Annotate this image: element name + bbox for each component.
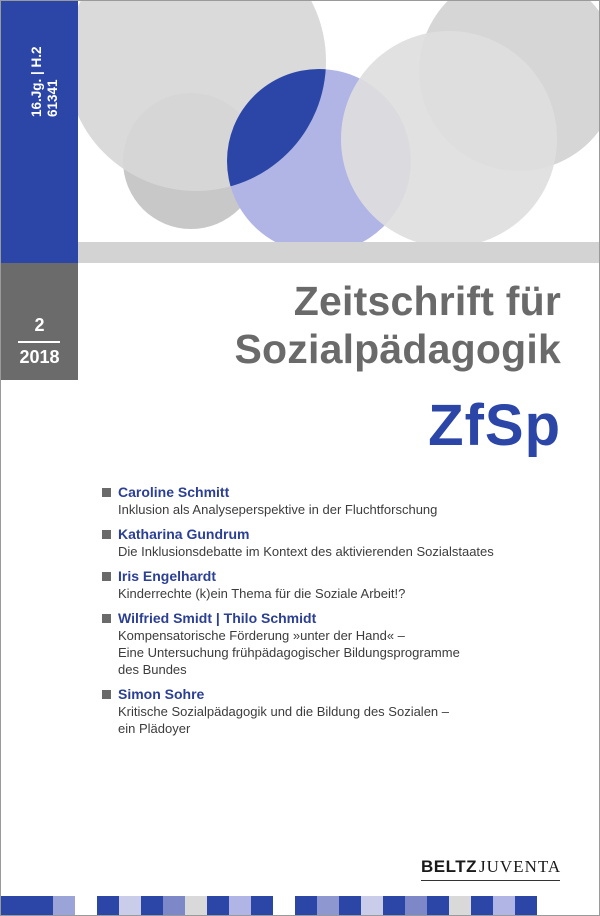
toc-author: Katharina Gundrum: [118, 526, 250, 542]
bottom-color-stripe: [1, 896, 599, 915]
toc-entry: [102, 567, 572, 602]
toc-entry: [102, 609, 572, 678]
toc-article-title: Kinderrechte (k)ein Thema für die Soziale Arbeit!?: [118, 586, 406, 601]
issue-year: 2018: [19, 347, 60, 367]
publisher-name-beltz: BELTZ: [421, 857, 478, 876]
square-bullet-icon: [102, 572, 111, 581]
toc-author: Wilfried Smidt | Thilo Schmidt: [118, 610, 317, 626]
volume-code-text: 61341: [45, 79, 60, 117]
toc-article-title: Die Inklusionsdebatte im Kontext des aktivierenden Sozialstaates: [118, 544, 494, 559]
volume-issue-text: 16.Jg. | H.2: [29, 46, 44, 117]
publisher-logo: [421, 857, 561, 877]
square-bullet-icon: [102, 530, 111, 539]
toc-author: Simon Sohre: [118, 686, 205, 702]
table-of-contents: [102, 483, 572, 744]
square-bullet-icon: [102, 488, 111, 497]
issue-divider: [18, 341, 60, 343]
toc-entry: [102, 685, 572, 737]
toc-article-title: Eine Untersuchung frühpädagogischer Bildungsprogramme: [118, 645, 460, 660]
journal-title-line2: Sozialpädagogik: [234, 326, 561, 372]
toc-article-title: des Bundes: [118, 662, 187, 677]
journal-abbreviation: ZfSp: [428, 393, 561, 458]
journal-title-line1: Zeitschrift für: [293, 278, 561, 324]
journal-title: [235, 277, 562, 373]
light-grey-circle-right: [341, 31, 557, 247]
square-bullet-icon: [102, 614, 111, 623]
toc-entry: [102, 525, 572, 560]
toc-article-title: Kompensatorische Förderung »unter der Hand« –: [118, 628, 405, 643]
issue-number: 2: [34, 315, 45, 335]
decorative-circles-graphic: [1, 1, 599, 263]
toc-author: Iris Engelhardt: [118, 568, 217, 584]
toc-article-title: ein Plädoyer: [118, 721, 191, 736]
toc-entry: [102, 483, 572, 518]
volume-strip: [1, 1, 78, 263]
volume-label: [29, 46, 61, 117]
square-bullet-icon: [102, 690, 111, 699]
publisher-underline: [421, 880, 560, 881]
toc-author: Caroline Schmitt: [118, 484, 230, 500]
toc-article-title: Kritische Sozialpädagogik und die Bildung des Sozialen –: [118, 704, 449, 719]
publisher-name-juventa: JUVENTA: [479, 857, 562, 876]
toc-article-title: Inklusion als Analyseperspektive in der Fluchtforschung: [118, 502, 438, 517]
header-grey-band: [78, 242, 599, 263]
